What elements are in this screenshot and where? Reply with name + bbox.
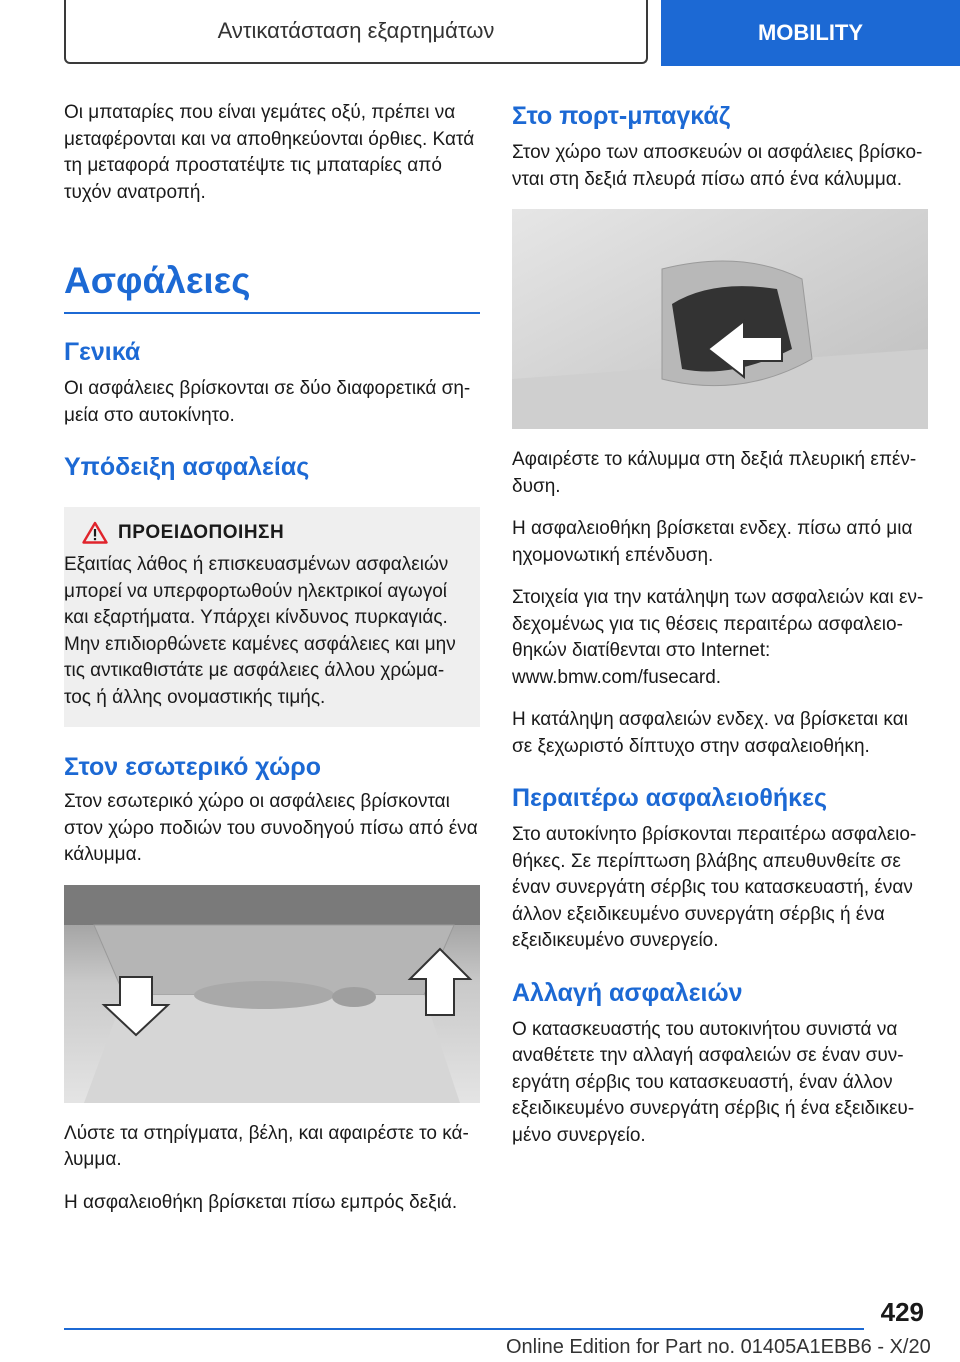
page-heading: Ασφάλειες [64,258,480,314]
warning-text: Εξαιτίας λάθος ή επισκευασμένων ασφαλειών μπορεί να υπερφορτωθούν ηλεκτρικοί αγωγοί και εξαρτήματα. Υπάρχει κίνδυνος πυρκαγιάς. Μην επιδιορθώνετε καμένες ασφάλειες και μην τις αντικαθιστάτε με ασφάλειες άλλου χρώμα-τος ή άλλης ονομαστικής τιμής. [64,554,456,708]
page-number: 429 [880,1297,924,1327]
photo-caption-2: Η ασφαλειοθήκη βρίσκεται πίσω εμπρός δεξιά. [64,1191,458,1213]
general-paragraph: Οι ασφάλειες βρίσκονται σε δύο διαφορετικά ση-μεία στο αυτοκίνητο. [64,378,471,426]
more-fuseboxes-paragraph: Στο αυτοκίνητο βρίσκονται περαιτέρω ασφαλειο-θήκες. Σε περίπτωση βλάβης απευθυνθείτε σε έναν συνεργάτη σέρβις του κατασκευαστή, έναν άλλον εξειδικευμένο συνεργάτη σέρβις ή ένα εξειδικευμένο συνεργείο. [512,824,917,951]
general-heading: Γενικά [64,338,141,366]
photo-caption-1: Λύστε τα στηρίγματα, βέλη, και αφαιρέστε το κά-λυμμα. [64,1122,469,1170]
edition-footer: Online Edition for Part no. 01405A1EBB6 - X/20 [506,1336,931,1358]
change-fuses-heading: Αλλαγή ασφαλειών [512,978,743,1007]
chapter-tab[interactable] [661,0,960,66]
interior-paragraph: Στον εσωτερικό χώρο οι ασφάλειες βρίσκονται στον χώρο ποδιών του συνοδηγού πίσω από ένα κάλυμμα. [64,791,478,865]
right-column [512,100,928,1165]
interior-heading: Στον εσωτερικό χώρο [64,753,322,781]
more-fuseboxes-heading: Περαιτέρω ασφαλειοθήκες [512,784,827,812]
warning-triangle-icon [82,521,108,544]
section-title: Αντικατάσταση εξαρτημάτων [217,18,495,43]
fusecard-paragraph: Στοιχεία για την κατάληψη των ασφαλειών και εν-δεχομένως για τις θέσεις περαιτέρω ασφαλειο-θηκών διατίθενται στο Internet: www.bmw.com/fusecard. [512,587,924,688]
intro-paragraph: Οι μπαταρίες που είναι γεμάτες οξύ, πρέπει να μεταφέρονται και να αποθηκεύονται όρθιες. Κατά τη μεταφορά προστατέψτε τις μπαταρίες από τυχόν ανατροπή. [64,102,475,203]
warning-title: ΠΡΟΕΙΔΟΠΟΙΗΣΗ [118,521,285,543]
fusebox-location-paragraph: Η ασφαλειοθήκη βρίσκεται ενδεχ. πίσω από μια ηχομονωτική επένδυση. [512,518,913,566]
trunk-heading: Στο πορτ-μπαγκάζ [512,102,731,130]
chapter-tab-label: MOBILITY [757,20,864,45]
remove-cover-paragraph: Αφαιρέστε το κάλυμμα στη δεξιά πλευρική επέν-δυση. [512,449,917,497]
footwell-photo [64,885,480,1103]
change-fuses-paragraph: Ο κατασκευαστής του αυτοκινήτου συνιστά να αναθέτετε την αλλαγή ασφαλειών σε έναν συν-εργάτη σέρβις του κατασκευαστή, έναν άλλον εξειδικευμένο συνεργάτη σέρβις ή ένα εξειδικευ-μένο συνεργείο. [512,1018,915,1146]
trunk-paragraph: Στον χώρο των αποσκευών οι ασφάλειες βρίσκο-νται στη δεξιά πλευρά πίσω από ένα κάλυμμα. [512,142,923,190]
fuse-assignment-paragraph: Η κατάληψη ασφαλειών ενδεχ. να βρίσκεται και σε ξεχωριστό δίπτυχο στην ασφαλειοθήκη. [512,709,908,757]
footer-divider [64,1328,864,1330]
warning-box [64,507,480,727]
header-section-title [64,0,648,64]
left-column [64,100,480,1232]
trunk-photo [512,209,928,429]
safety-heading: Υπόδειξη ασφαλείας [64,453,310,481]
